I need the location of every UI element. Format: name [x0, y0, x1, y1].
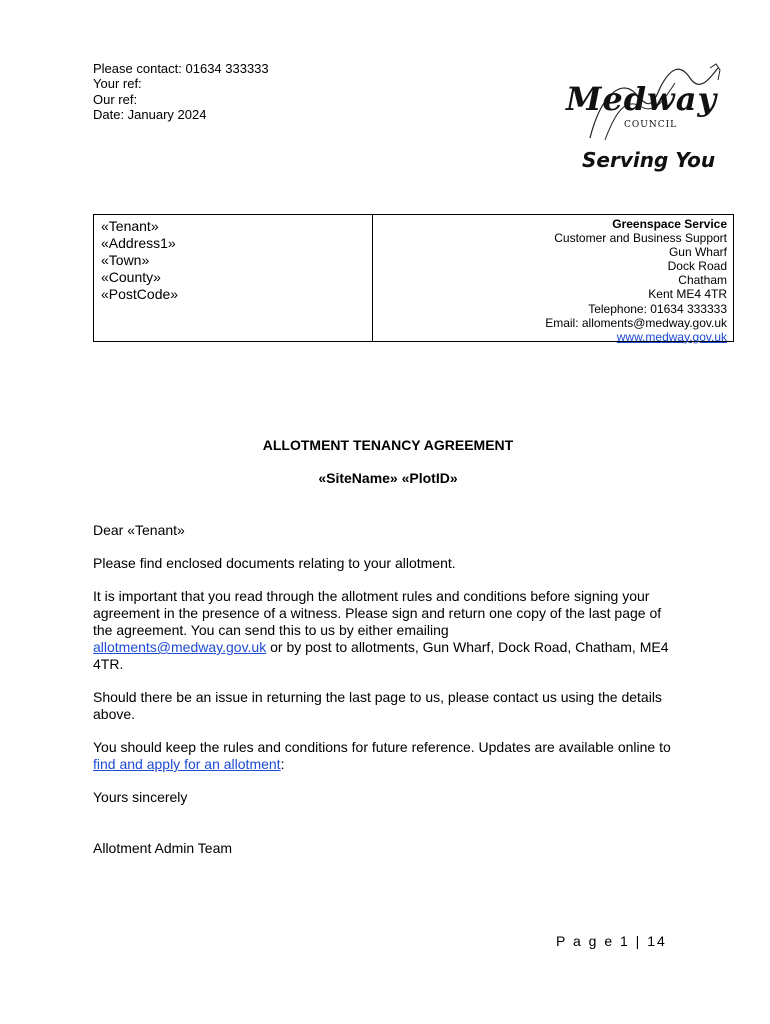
sender-line3: Chatham [678, 273, 727, 288]
allotment-link[interactable]: find and apply for an allotment [93, 756, 281, 772]
signature: Allotment Admin Team [93, 840, 233, 856]
recipient-postcode: «PostCode» [101, 286, 179, 302]
closing: Yours sincerely [93, 789, 188, 805]
your-ref-line: Your ref: [93, 76, 142, 92]
logo-tagline: Serving You [582, 148, 716, 172]
logo-council: COUNCIL [624, 120, 678, 130]
sender-line1: Gun Wharf [668, 245, 727, 260]
email-link[interactable]: allotments@medway.gov.uk [93, 639, 267, 655]
recipient-town: «Town» [101, 252, 150, 268]
letter-subtitle: «SiteName» «PlotID» [318, 470, 458, 486]
page-number: P a g e 1 | 14 [556, 933, 667, 949]
paragraph-2-tail: or by post to allotments, Gun Wharf, Dock Road, Chatham, ME4 4TR. [93, 639, 669, 672]
letter-title: ALLOTMENT TENANCY AGREEMENT [262, 437, 514, 453]
sender-line4: Kent ME4 4TR [648, 287, 727, 302]
sender-address [373, 215, 733, 344]
contact-line: Please contact: 01634 333333 [93, 61, 269, 76]
sender-dept: Customer and Business Support [554, 231, 727, 246]
recipient-tenant: «Tenant» [101, 218, 159, 234]
address-table [93, 214, 734, 342]
our-ref-line: Our ref: [93, 91, 138, 107]
paragraph-4 [93, 739, 683, 773]
letter-body [93, 437, 683, 857]
medway-council-logo [560, 58, 740, 178]
recipient-address [94, 215, 373, 341]
website-link[interactable]: www.medway.gov.uk [616, 329, 727, 344]
paragraph-2 [93, 588, 683, 673]
sender-line2: Dock Road [667, 259, 727, 274]
paragraph-4-tail: : [280, 756, 285, 772]
sender-telephone: Telephone: 01634 333333 [588, 301, 727, 316]
paragraph-4-text: You should keep the rules and conditions for future reference. Updates are available online to [93, 739, 671, 755]
sender-email: Email: alloments@medway.gov.uk [545, 315, 727, 330]
logo-name: Medway [566, 80, 718, 118]
date-line: Date: January 2024 [93, 106, 207, 122]
sender-service: Greenspace Service [612, 217, 727, 231]
recipient-address1: «Address1» [101, 235, 176, 251]
paragraph-1: Please find enclosed documents relating to your allotment. [93, 555, 456, 571]
recipient-county: «County» [101, 269, 161, 285]
paragraph-3: Should there be an issue in returning the last page to us, please contact us using the details above. [93, 689, 662, 722]
paragraph-2-text: It is important that you read through the allotment rules and conditions before signing your agreement in the presence of a witness. Please sign and return one copy of the last page of the agreement. You can send this to us by either emailing [93, 588, 662, 638]
salutation: Dear «Tenant» [93, 522, 185, 538]
reference-block [93, 61, 269, 122]
